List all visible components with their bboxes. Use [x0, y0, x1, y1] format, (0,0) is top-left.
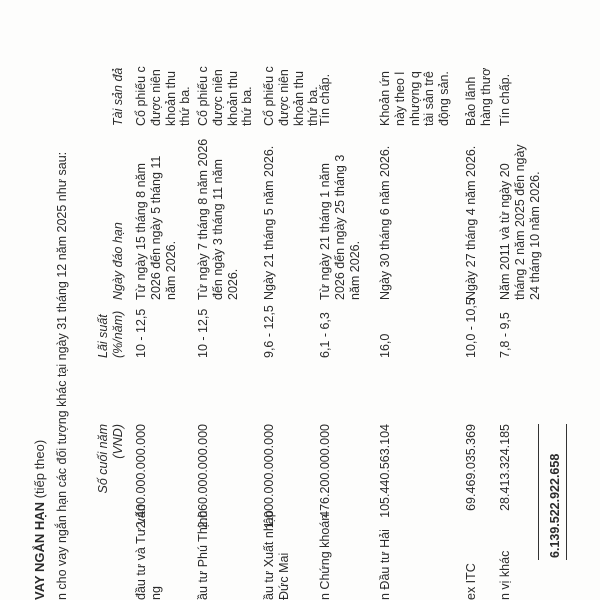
- row-6-maturity: Ngày 27 tháng 4 năm 2026.: [464, 145, 478, 300]
- row-3-lender: ầu tư Xuất nhập: [262, 510, 276, 600]
- header-amount-line-2: (VND): [111, 424, 125, 459]
- row-5-rate: 16,0: [378, 333, 392, 358]
- row-7-amount: 28.413.324.185: [498, 424, 512, 511]
- row-4-maturity: 2026 đến ngày 25 tháng 3: [332, 154, 347, 300]
- row-4-amount: 476.200.000.000: [318, 424, 332, 518]
- row-1-maturity: 2026 đến ngày 5 tháng 11: [148, 155, 163, 300]
- row-2-maturity: 2026.: [225, 268, 240, 300]
- row-6-collateral: hàng thươ: [478, 67, 493, 126]
- row-4-maturity: năm 2026.: [347, 240, 362, 300]
- row-3-rate: 9,6 - 12,5: [262, 305, 276, 358]
- row-3-collateral: Cổ phiếu c: [262, 66, 276, 126]
- row-2-amount: 2.060.000.000.000: [196, 424, 210, 529]
- row-4-maturity: Từ ngày 21 tháng 1 năm: [318, 163, 332, 300]
- header-collateral: Tài sản đả: [111, 67, 125, 126]
- total-amount: 6.139.522.922.658: [548, 453, 562, 558]
- section-intro: n cho vay ngắn hạn các đối tượng khác tại ngày 31 tháng 12 năm 2025 như sau:: [55, 151, 69, 600]
- row-1-collateral: khoản thu: [163, 71, 178, 126]
- row-4-lender: n Chứng khoán: [318, 513, 332, 600]
- row-7-maturity: 24 tháng 10 năm 2026.: [527, 171, 542, 300]
- row-6-lender: ex ITC: [464, 563, 478, 600]
- row-6-rate: 10,0 - 10,5: [464, 298, 478, 358]
- row-5-collateral: này theo l: [392, 71, 407, 126]
- row-1-lender: ng: [148, 586, 163, 600]
- row-7-maturity: tháng 2 năm 2025 đến ngày: [512, 144, 527, 300]
- row-5-collateral: tài sản trê: [422, 71, 437, 126]
- header-rate-line-1: Lãi suất: [96, 314, 110, 358]
- row-1-maturity: năm 2026.: [163, 240, 178, 300]
- row-7-maturity: Năm 2011 và từ ngày 20: [498, 163, 512, 300]
- row-2-collateral: được niên: [210, 69, 225, 126]
- row-1-maturity: Từ ngày 15 tháng 8 năm: [134, 163, 148, 300]
- row-5-lender: n Đầu tư Hải: [378, 529, 392, 600]
- row-7-collateral: Tín chấp.: [498, 73, 512, 126]
- section-title: VAY NGẮN HẠN: [32, 501, 47, 600]
- row-2-collateral: khoản thu: [225, 71, 240, 126]
- row-3-maturity: Ngày 21 tháng 5 năm 2026.: [262, 145, 276, 300]
- header-maturity: Ngày đáo hạn: [111, 222, 125, 300]
- row-3-collateral: được niên: [276, 69, 291, 126]
- row-2-maturity: Từ ngày 7 tháng 8 năm 2026: [196, 138, 210, 300]
- header-amount-line-1: Số cuối năm: [96, 424, 110, 494]
- row-2-rate: 10 - 12,5: [196, 308, 210, 358]
- row-1-lender: đầu tư và Tư vấn: [134, 504, 148, 600]
- row-1-collateral: thứ ba.: [178, 86, 193, 126]
- row-5-amount: 105.440.563.104: [378, 424, 392, 518]
- header-rate-line-2: (%/năm): [111, 310, 125, 358]
- row-7-lender: n vị khác: [498, 550, 512, 600]
- row-4-collateral: Tín chấp.: [318, 73, 332, 126]
- row-3-collateral: khoản thu: [291, 71, 306, 126]
- row-2-collateral: Cổ phiếu c: [196, 66, 210, 126]
- row-1-collateral: Cổ phiếu c: [134, 66, 148, 126]
- row-2-collateral: thứ ba.: [240, 86, 255, 126]
- row-4-rate: 6,1 - 6,3: [318, 312, 332, 358]
- row-3-collateral: thứ ba.: [306, 86, 321, 126]
- row-6-amount: 69.469.035.369: [464, 424, 478, 511]
- total-rule-top: [538, 424, 539, 560]
- section-heading: [32, 440, 47, 600]
- row-6-collateral: Bảo lãnh: [464, 76, 478, 126]
- section-title-suffix: (tiếp theo): [32, 439, 47, 499]
- row-5-collateral: Khoản ứn: [378, 71, 392, 126]
- row-2-maturity: đến ngày 3 tháng 11 năm: [210, 159, 225, 300]
- row-3-amount: 1.000.000.000.000: [262, 424, 276, 529]
- row-5-collateral: động sản.: [437, 71, 452, 126]
- row-5-collateral: nhượng q: [407, 71, 422, 126]
- row-1-collateral: được niên: [148, 69, 163, 126]
- row-7-rate: 7,8 - 9,5: [498, 312, 512, 358]
- row-1-amount: 2.400.000.000.000: [134, 424, 148, 529]
- row-3-lender: Đức Mai: [276, 552, 291, 600]
- row-5-maturity: Ngày 30 tháng 6 năm 2026.: [378, 145, 392, 300]
- total-rule-bottom: [566, 424, 567, 560]
- row-1-rate: 10 - 12,5: [134, 308, 148, 358]
- row-2-lender: ầu tư Phú Thịnh: [196, 510, 210, 600]
